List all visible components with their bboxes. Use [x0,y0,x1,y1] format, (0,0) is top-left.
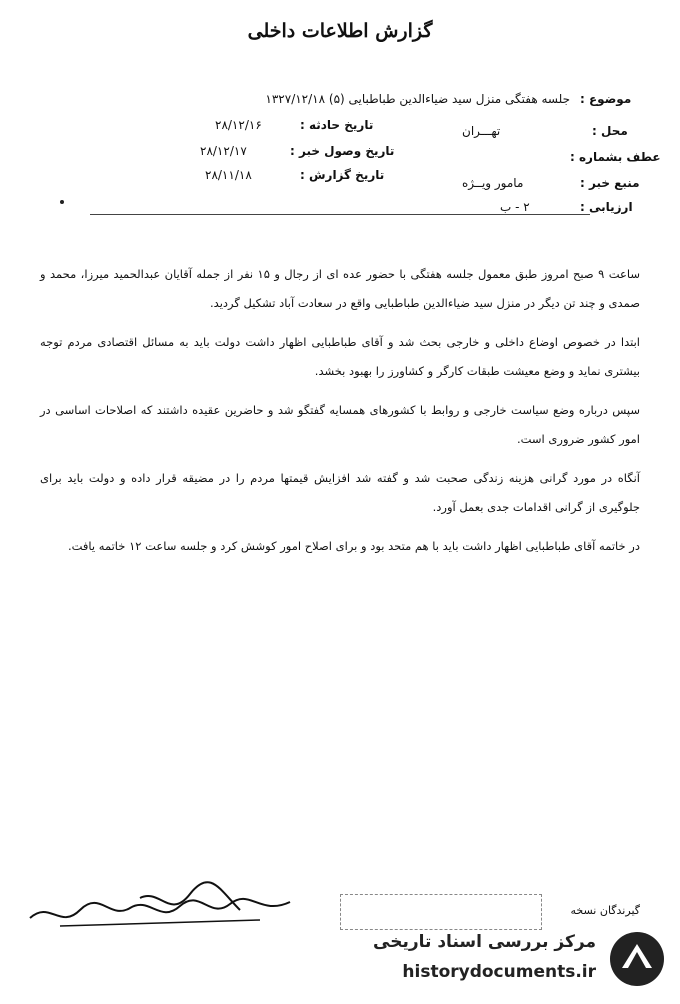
report-body [40,260,640,571]
source-value: مامور ویــژه [462,176,524,190]
paragraph: سپس درباره وضع سیاست خارجی و روابط با کشورهای همسایه گفتگو شد و حاضرین عقیده داشتند که اصلاحات اساسی در امور کشور ضروری است. [40,403,640,446]
paragraph: ساعت ۹ صبح امروز طبق معمول جلسه هفتگی با حضور عده ای از رجال و ۱۵ نفر از جمله آقایان عبدالحمید میرزا، محمد و صمدی و چند تن دیگر در منزل سید ضیاءالدین طباطبایی واقع در سعادت آباد تشکیل گردید. [40,267,640,310]
subject-value: جلسه هفتگی منزل سید ضیاءالدین طباطبایی (۵) ۱۳۲۷/۱۲/۱۸ [265,92,570,106]
archive-logo-icon [608,930,666,988]
recipients-label: گیرندگان نسخه [570,904,640,917]
report-date-label: تاریخ گزارش : [300,168,385,182]
header-divider [90,214,590,215]
paragraph: ابتدا در خصوص اوضاع داخلی و خارجی بحث شد و آقای طباطبایی اظهار داشت دولت باید به مسائل اقتصادی مردم توجه بیشتری نماید و وضع معیشت طبقات کارگر و کشاورز را بهبود بخشد. [40,335,640,378]
paragraph: آنگاه در مورد گرانی هزینه زندگی صحبت شد و گفته شد افزایش قیمتها مردم را در مضیقه قرار داده و دولت باید برای جلوگیری از گرانی اقدامات جدی بعمل آورد. [40,471,640,514]
grade-value: ۲ - ب [500,200,530,214]
received-date-label: تاریخ وصول خبر : [290,144,395,158]
place-label: محل : [592,124,628,138]
event-date-label: تاریخ حادثه : [300,118,374,132]
watermark-site: historydocuments.ir [402,962,596,982]
stamp-placeholder [340,894,542,930]
watermark-org-name: مرکز بررسی اسناد تاریخی [373,932,596,952]
ref-label: عطف بشماره : [570,150,661,164]
report-date-value: ۲۸/۱۱/۱۸ [205,168,252,182]
received-date-value: ۲۸/۱۲/۱۷ [200,144,247,158]
handwritten-signatures [20,880,310,940]
grade-label: ارزیابی : [580,200,633,214]
paragraph: در خاتمه آقای طباطبایی اظهار داشت باید با هم متحد بود و برای اصلاح امور کوشش کرد و جلسه ساعت ۱۲ خاتمه یافت. [67,539,640,553]
document-title: گزارش اطلاعات داخلی [247,20,433,42]
event-date-value: ۲۸/۱۲/۱۶ [215,118,262,132]
source-label: منبع خبر : [580,176,640,190]
margin-dot [60,200,64,204]
archive-watermark [306,928,666,994]
subject-label: موضوع : [580,92,632,106]
place-value: تهـــران [462,124,501,138]
